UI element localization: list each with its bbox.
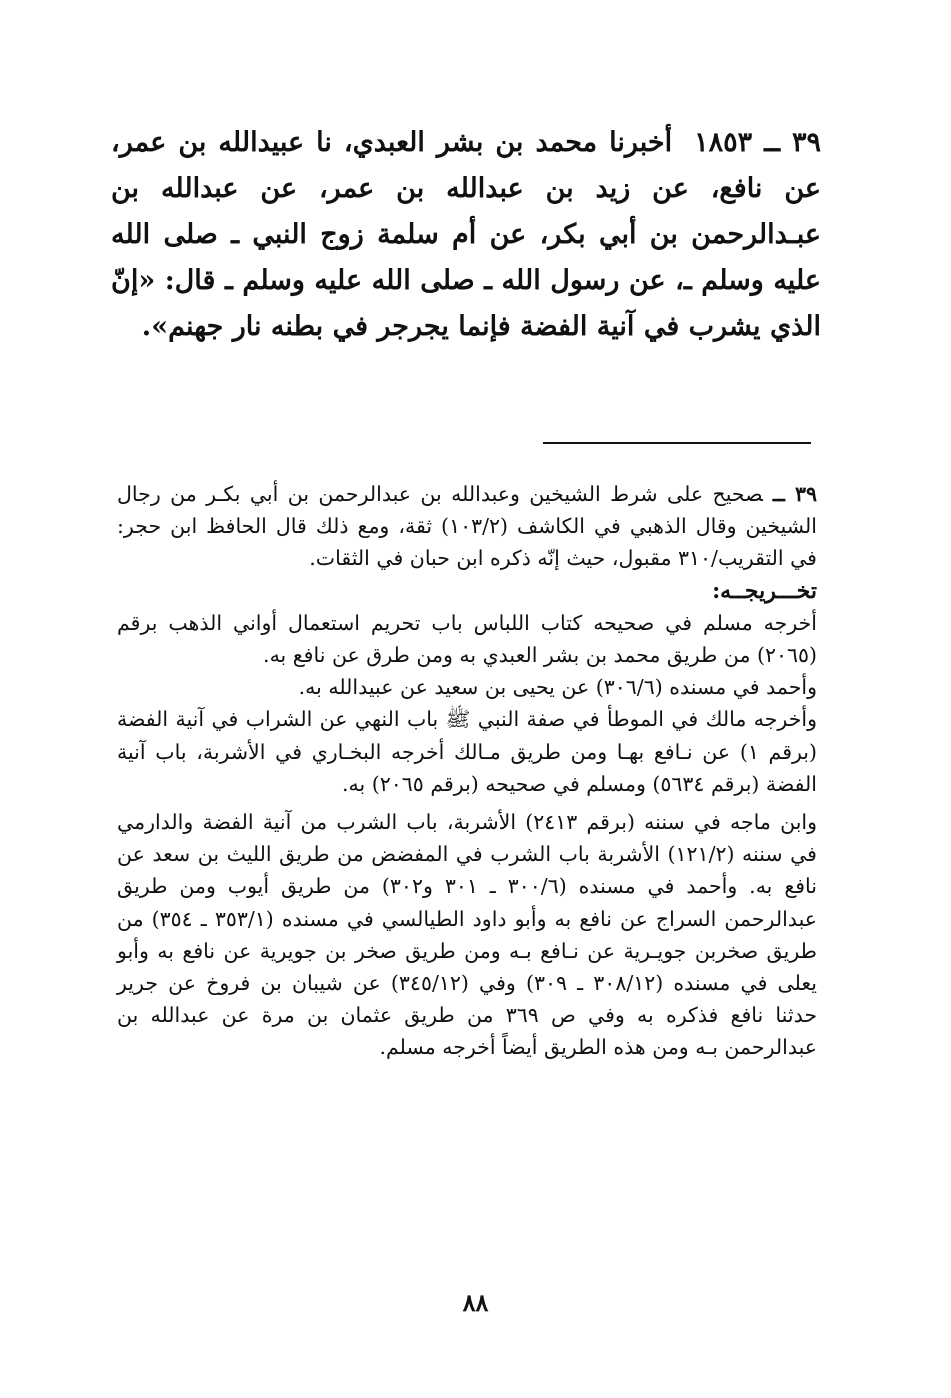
hadith-number: ٣٩ ــ ١٨٥٣ [694, 127, 822, 158]
takhrij-paragraph: وابن ماجه في سننه (برقم ٢٤١٣) الأشربة، باب الشرب من آنية الفضة والدارمي في سننه (١٢١/٢) الأشربة باب الشرب في المفضض من طريق الليث بن سعد عن نافع به. وأحمد في مسنده (٣٠٠/٦ ـ ٣٠١ و٣٠٢) من طريق أيوب ومن طريق عبدالرحمن السراج عن نافع به وأبو داود الطيالسي في مسنده (٣٥٣/١ ـ ٣٥٤) من طريق صخربن جويـرية عن نـافع بـه ومن طريق صخر بن جويرية عن نافع به وأبو يعلى في مسنده (٣٠٨/١٢ ـ ٣٠٩) وفي (٣٤٥/١٢) عن شيبان بن فروخ عن جرير حدثنا نافع فذكره به وفي ص ٣٦٩ من طريق عثمان بن مرة عن عبدالله بن عبدالرحمن بـه ومن هذه الطريق أيضاً أخرجه مسلم. [117, 810, 817, 1060]
takhrij-heading-line [117, 575, 817, 607]
footnotes-block [117, 478, 817, 1064]
footnote-grading-text: صحيح على شرط الشيخين وعبدالله بن عبدالرحمن بن أبي بكـر من رجال الشيخين وقال الذهبي في الكاشف (١٠٣/٢) ثقة، ومع ذلك قال الحافظ ابن حجر: في التقريب/٣١٠ مقبول، حيث إنّه ذكره ابن حبان في الثقات. [117, 482, 817, 571]
footnote-grading [117, 478, 817, 575]
takhrij-paragraph: أخرجه مسلم في صحيحه كتاب اللباس باب تحريم استعمال أواني الذهب برقم (٢٠٦٥) من طريق محمد بن بشر العبدي به ومن طرق عن نافع به. [117, 610, 817, 668]
hadith-block [111, 120, 821, 350]
page-number: ٨٨ [462, 1288, 489, 1317]
hadith-text: أخبرنا محمد بن بشر العبدي، نا عبيدالله بن عمر، عن نافع، عن زيد بن عبدالله بن عمر، عن عبدالله بن عبـدالرحمن بن أبي بكر، عن أم سلمة زوج النبي ـ صلى الله عليه وسلم ـ، عن رسول الله ـ صلى الله عليه وسلم ـ قال: «إنّ الذي يشرب في آنية الفضة فإنما يجرجر في بطنه نار جهنم». [111, 127, 821, 342]
footnote-separator [543, 442, 811, 444]
takhrij-paragraph: وأخرجه مالك في الموطأ في صفة النبي ﷺ باب النهي عن الشراب في آنية الفضة (برقم ١) عن نـافع بهـا ومن طريق مـالك أخرجه البخـاري في الأشربة، باب آنية الفضة (برقم ٥٦٣٤) ومسلم في صحيحه (برقم ٢٠٦٥) به. [117, 707, 818, 796]
takhrij-paragraph: وأحمد في مسنده (٣٠٦/٦) عن يحيى بن سعيد عن عبيدالله به. [298, 675, 817, 700]
hadith-paragraph [111, 120, 821, 350]
takhrij-heading: تخـــريجــه: [712, 577, 817, 604]
footnote-number: ٣٩ ــ [772, 482, 817, 506]
